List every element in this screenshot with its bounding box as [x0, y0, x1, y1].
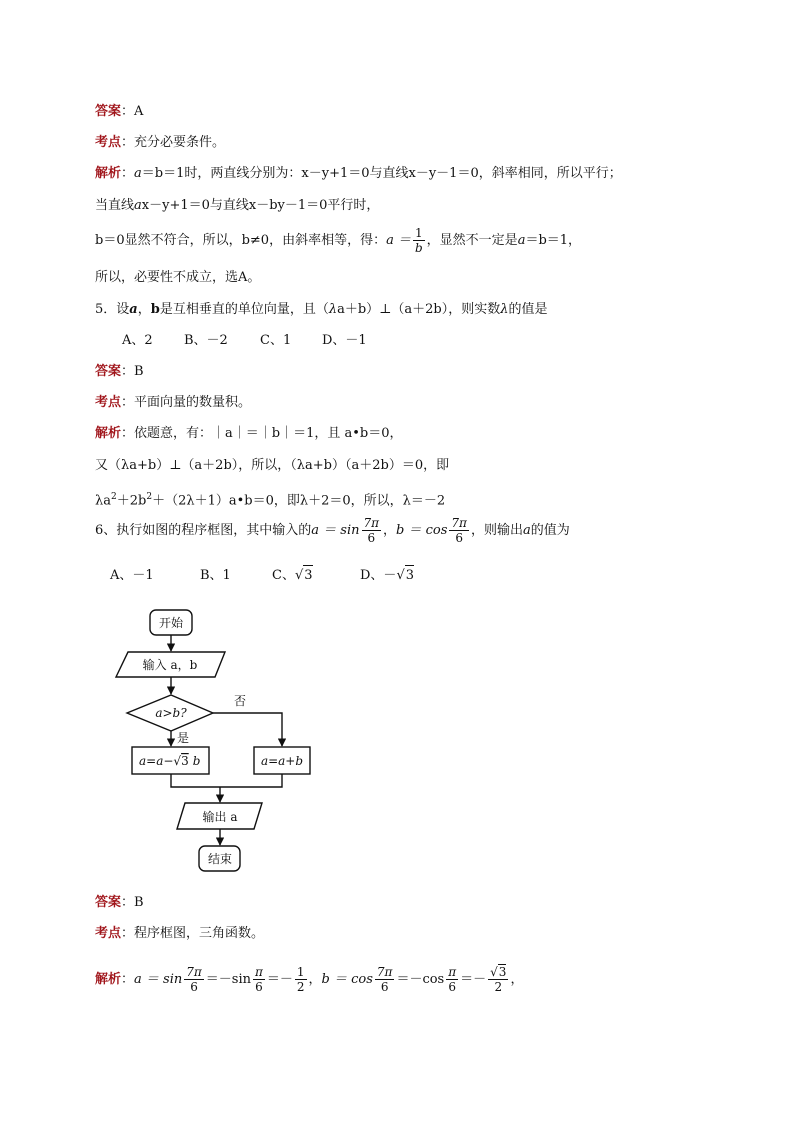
- point-label: 考点: [95, 135, 122, 150]
- answer-value: ：B: [121, 895, 144, 910]
- q5-point: [95, 393, 251, 413]
- superscript: 2: [111, 492, 117, 502]
- q4-analysis-line1: [95, 164, 622, 184]
- flow-output-text: 输出 a: [202, 810, 238, 824]
- analysis-var: a: [134, 198, 142, 213]
- q4-analysis-line3: [95, 224, 581, 258]
- equation: ＝－: [460, 972, 487, 987]
- lambda: λ: [328, 302, 338, 317]
- q4-answer: [95, 102, 143, 122]
- fraction: [446, 965, 458, 994]
- analysis-label: 解析: [95, 426, 122, 441]
- equation: a ＝ sin: [134, 972, 183, 987]
- flow-yes-text-a: a=a−: [139, 754, 174, 768]
- q4-analysis-line4: 所以，必要性不成立，选A。: [95, 270, 261, 285]
- answer-value: ：B: [121, 364, 144, 379]
- q5-options: [122, 331, 367, 351]
- fraction-numerator: π: [254, 965, 263, 979]
- answer-value: ：A: [121, 104, 144, 119]
- point-label: 考点: [95, 395, 122, 410]
- option-d: D、－1: [322, 333, 367, 348]
- fraction-denominator: 2: [494, 980, 503, 994]
- analysis-text: ＋（2λ＋1）a•b＝0，即λ＋2＝0，所以，λ＝－2: [152, 493, 446, 509]
- q5-analysis-line2: 又（λa+b）⊥（a＋2b），所以，（λa+b）（a＋2b）＝0，即: [95, 458, 450, 473]
- analysis-label: 解析: [95, 166, 122, 181]
- flow-no-label: 否: [234, 694, 247, 708]
- analysis-text: ，显然不一定是: [426, 233, 518, 248]
- q5-analysis-line3: [95, 487, 445, 511]
- flowchart: [110, 600, 340, 880]
- fraction-numerator: √3: [490, 965, 507, 979]
- stem-text: ，: [137, 302, 151, 317]
- q6-point: [95, 924, 264, 944]
- analysis-text: λa: [95, 493, 111, 509]
- vector-a: a: [129, 302, 138, 317]
- flow-input-text: 输入 a，b: [142, 658, 198, 672]
- analysis-text: ，: [510, 972, 524, 987]
- flow-merge-line: [171, 774, 282, 787]
- fraction-denominator: 2: [296, 980, 305, 994]
- option-c: C、√3: [272, 565, 360, 586]
- fraction: [184, 965, 204, 994]
- analysis-text: ：依题意，有：｜a｜＝｜b｜＝1，且 a•b＝0，: [121, 426, 403, 441]
- fraction-numerator: 7π: [363, 516, 380, 530]
- q6-stem: [95, 514, 570, 548]
- q6-analysis: [95, 958, 523, 1002]
- flow-yes-text-b: b: [192, 754, 201, 768]
- equation: ＝－: [266, 972, 293, 987]
- option-d: D、－√3: [360, 565, 414, 586]
- analysis-text: ，: [308, 972, 322, 987]
- fraction: [413, 226, 425, 255]
- analysis-text: b＝0显然不符合，所以，b≠0，由斜率相等，得：: [95, 233, 387, 248]
- option-a: A、2: [122, 333, 153, 348]
- q6-answer: [95, 893, 144, 913]
- answer-label: 答案: [95, 895, 122, 910]
- flow-decision-text: a>b?: [155, 706, 187, 720]
- analysis-text: ＝b＝1，: [525, 233, 582, 248]
- fraction-numerator: 7π: [376, 965, 393, 979]
- equation: ＝－cos: [396, 972, 445, 987]
- lambda: λ: [500, 302, 509, 317]
- flow-no-text: a=a+b: [260, 754, 304, 768]
- flow-yes-label: 是: [177, 731, 190, 745]
- stem-text: 的值为: [530, 523, 570, 538]
- stem-text: 5．设: [95, 302, 130, 317]
- fraction-denominator: b: [414, 241, 423, 255]
- fraction: [375, 965, 395, 994]
- fraction: [295, 965, 307, 994]
- fraction-numerator: 1: [413, 226, 425, 241]
- q4-analysis-line2: [95, 196, 379, 216]
- option-label: D、－: [360, 568, 397, 583]
- analysis-var: a: [134, 166, 142, 181]
- analysis-text: ＋2b: [116, 493, 147, 509]
- flow-yes-radicand: 3: [181, 754, 189, 768]
- fraction-denominator: 6: [448, 980, 456, 994]
- stem-text: ，则输出: [470, 523, 523, 538]
- point-value: ：充分必要条件。: [121, 135, 226, 150]
- fraction-denominator: 6: [455, 531, 463, 545]
- equation: b ＝ cos: [321, 972, 373, 987]
- fraction-denominator: 6: [255, 980, 263, 994]
- stem-text: a＋b）⊥（a＋2b），则实数: [337, 302, 501, 317]
- flow-yes-text: a=a−√3 b: [139, 754, 201, 768]
- q4-point: [95, 133, 225, 153]
- point-label: 考点: [95, 926, 122, 941]
- fraction-numerator: 7π: [186, 965, 202, 979]
- stem-text: 6、执行如图的程序框图，其中输入的: [95, 523, 312, 538]
- superscript: 2: [146, 492, 153, 502]
- point-value: ：程序框图，三角函数。: [121, 926, 265, 941]
- answer-label: 答案: [95, 364, 122, 379]
- vector-b: b: [150, 302, 160, 317]
- analysis-text: x－y+1＝0与直线x－by－1＝0平行时，: [141, 198, 380, 213]
- fraction-denominator: 6: [367, 531, 376, 545]
- q5-stem: [95, 300, 548, 320]
- flow-start-text: 开始: [158, 616, 184, 630]
- fraction-numerator: 7π: [451, 516, 467, 530]
- option-a: A、－1: [110, 568, 154, 583]
- option-c: C、1: [260, 333, 292, 348]
- fraction: [362, 516, 382, 545]
- analysis-text: ：: [121, 166, 135, 181]
- option-b: B、－2: [184, 333, 228, 348]
- fraction: [488, 965, 508, 994]
- equation: a ＝: [386, 233, 411, 248]
- radicand: 3: [498, 965, 507, 979]
- fraction: [449, 516, 469, 545]
- radicand: 3: [303, 565, 312, 586]
- fraction-numerator: 1: [296, 965, 305, 979]
- analysis-text: ＝b＝1时，两直线分别为：x－y+1＝0与直线x－y－1＝0，斜率相同，所以平行；: [141, 166, 622, 181]
- equation: b ＝ cos: [396, 523, 448, 538]
- analysis-text: 当直线: [95, 198, 135, 213]
- point-value: ：平面向量的数量积。: [121, 395, 252, 410]
- equation: ＝－sin: [205, 972, 251, 987]
- q5-answer: [95, 362, 144, 382]
- stem-text: ，: [383, 523, 397, 538]
- answer-label: 答案: [95, 104, 122, 119]
- flow-end-text: 结束: [207, 852, 233, 866]
- fraction-denominator: 6: [380, 980, 389, 994]
- option-b: B、1: [200, 568, 231, 583]
- q5-analysis-line1: [95, 424, 403, 444]
- fraction-numerator: π: [448, 965, 457, 979]
- flow-arrow: [213, 713, 282, 746]
- analysis-text: ：: [121, 972, 135, 987]
- option-label: C、: [272, 568, 295, 583]
- fraction-denominator: 6: [190, 980, 198, 994]
- fraction: [253, 965, 265, 994]
- analysis-label: 解析: [95, 972, 122, 987]
- radicand: 3: [405, 565, 414, 586]
- equation: a ＝ sin: [311, 523, 360, 538]
- analysis-var: a: [517, 233, 526, 248]
- stem-text: 是互相垂直的单位向量，且（: [159, 302, 329, 317]
- q6-options: [110, 565, 414, 586]
- stem-var: a: [522, 523, 531, 538]
- stem-text: 的值是: [508, 302, 548, 317]
